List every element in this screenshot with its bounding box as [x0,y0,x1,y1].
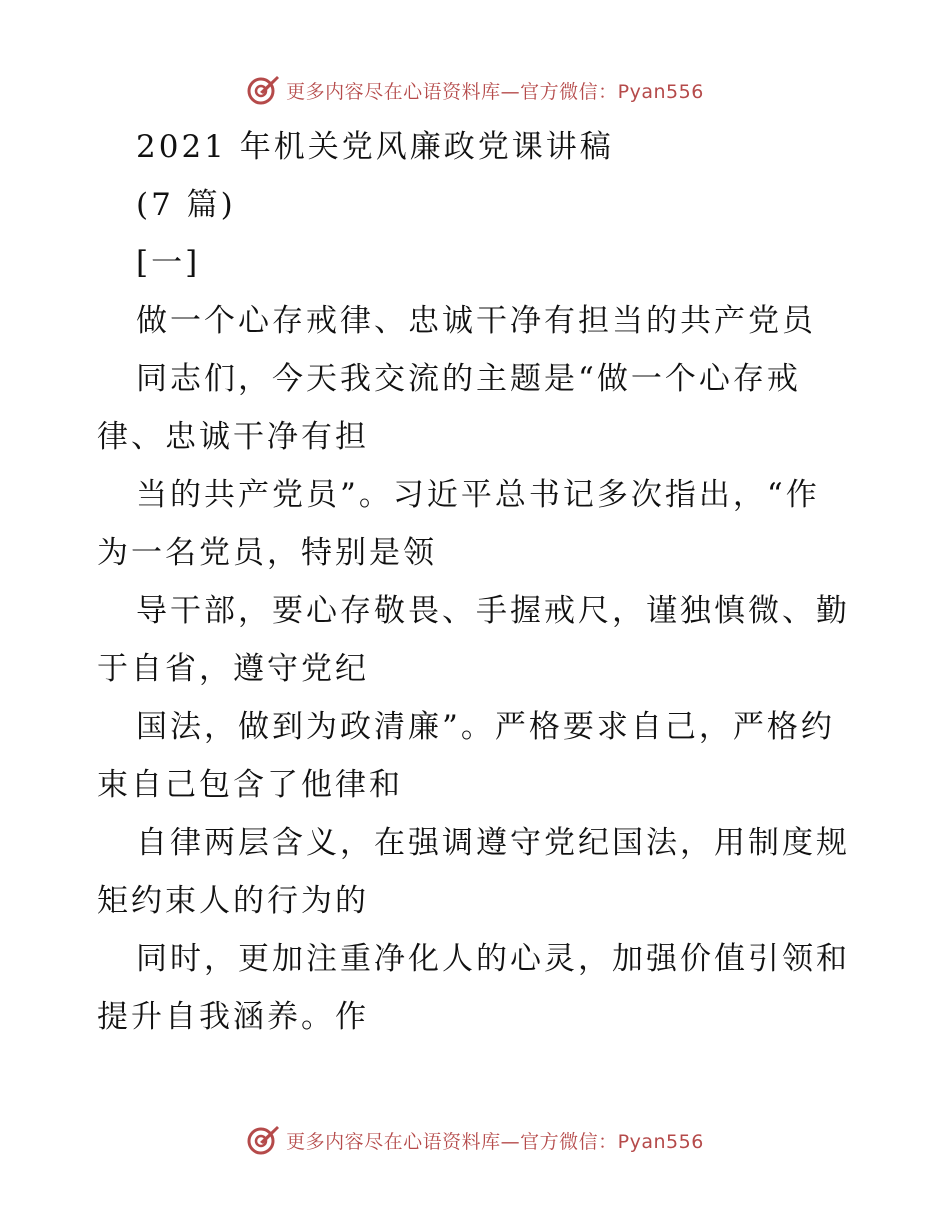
paragraph-line: 律、忠诚干净有担 [97,419,369,455]
paragraph-line: 于自省，遵守党纪 [97,651,369,687]
paragraph-line: 同时，更加注重净化人的心灵，加强价值引领和 [136,941,850,977]
pen-logo-icon [246,73,280,107]
paragraph-line: 同志们，今天我交流的主题是“做一个心存戒 [136,361,801,397]
paragraph-line: 导干部，要心存敬畏、手握戒尺，谨独慎微、勤 [136,593,850,629]
paragraph-line: 国法，做到为政清廉”。严格要求自己，严格约 [136,709,835,745]
paragraph-line: 自律两层含义，在强调遵守党纪国法，用制度规 [136,825,850,861]
document-subtitle: (7 篇) [136,187,236,223]
paragraph-line: 束自己包含了他律和 [97,767,403,803]
watermark-text: 更多内容尽在心语资料库—官方微信：Pyan556 [286,1130,704,1153]
document-body [0,118,950,1046]
pen-logo-icon [246,1123,280,1157]
document-title: 2021 年机关党风廉政党课讲稿 [136,129,614,165]
paragraph-line: 矩约束人的行为的 [97,883,369,919]
watermark-banner-bottom [0,1120,950,1160]
section-heading: 做一个心存戒律、忠诚干净有担当的共产党员 [136,303,816,339]
watermark-banner-top [0,70,950,110]
section-marker: [一] [136,245,201,281]
paragraph-line: 提升自我涵养。作 [97,999,369,1035]
watermark-text: 更多内容尽在心语资料库—官方微信：Pyan556 [286,80,704,103]
paragraph-line: 当的共产党员”。习近平总书记多次指出，“作 [136,477,820,513]
paragraph-line: 为一名党员，特别是领 [97,535,437,571]
